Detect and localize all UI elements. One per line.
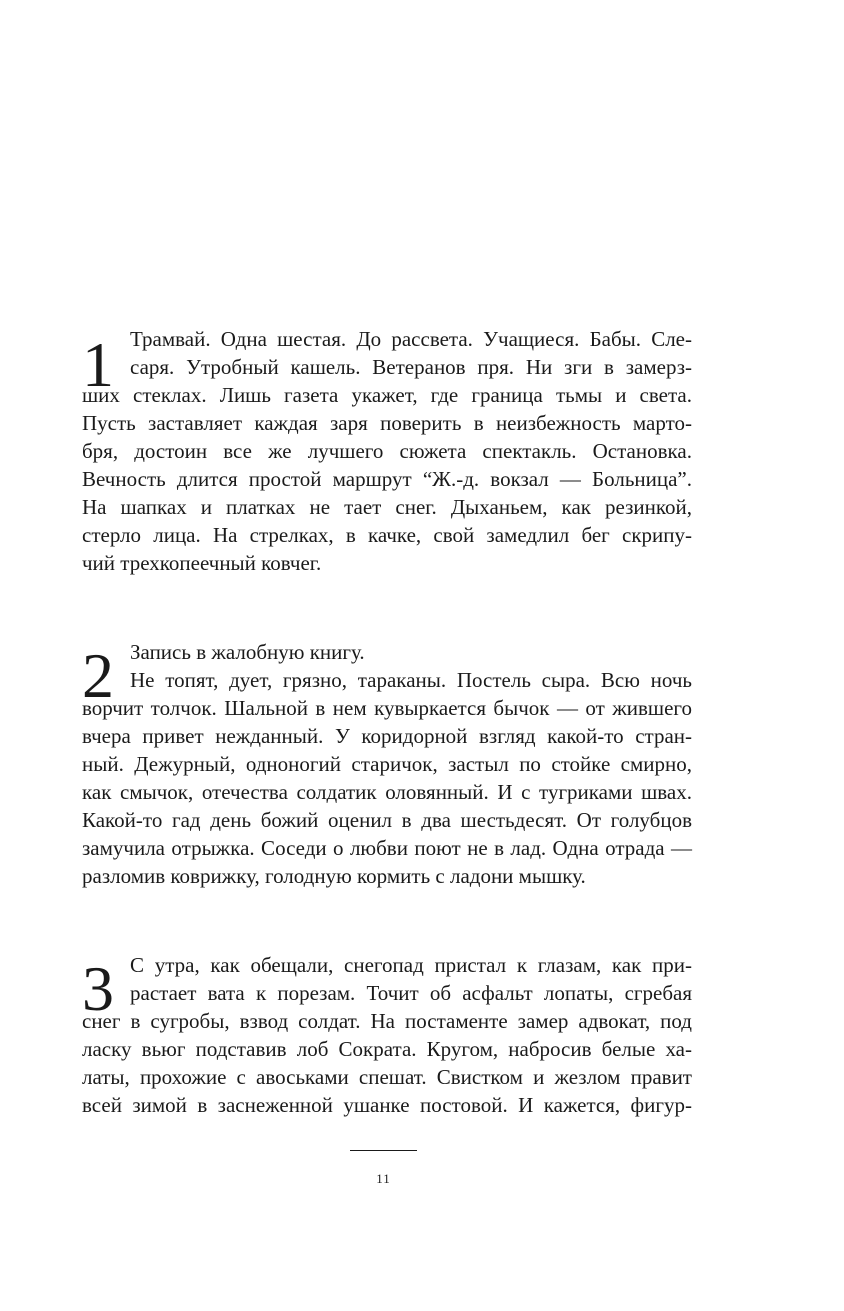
text-line: Вечность длится простой маршрут “Ж.-д. вокзал — Больница”. [82,467,692,491]
text-line: Какой-то гад день божий оценил в два шестьдесят. От голубцов [82,808,692,832]
text-line: Не топят, дует, грязно, тараканы. Постель сыра. Всю ночь [130,668,692,692]
text-line: всей зимой в заснеженной ушанке постовой. И кажется, фигур- [82,1093,692,1117]
text-line: ный. Дежурный, одноногий старичок, застыл по стойке смирно, [82,752,692,776]
text-line: вчера привет нежданный. У коридорной взгляд какой-то стран- [82,724,692,748]
section-number: 2 [82,640,114,711]
text-line: снег в сугробы, взвод солдат. На постаменте замер адвокат, под [82,1009,692,1033]
text-line: разломив коврижку, голодную кормить с ладони мышку. [82,864,586,888]
text-line: стерло лица. На стрелках, в качке, свой замедлил бег скрипу- [82,523,692,547]
text-line: как смычок, отечества солдатик оловянный. И с тугриками швах. [82,780,692,804]
text-line: ших стеклах. Лишь газета укажет, где граница тьмы и света. [82,383,692,407]
text-line: ласку вьюг подставив лоб Сократа. Кругом, набросив белые ха- [82,1037,692,1061]
text-line: латы, прохожие с авоськами спешат. Свистком и жезлом правит [82,1065,692,1089]
text-line: саря. Утробный кашель. Ветеранов пря. Ни зги в замерз- [130,355,692,379]
text-line: Трамвай. Одна шестая. До рассвета. Учащиеся. Бабы. Сле- [130,327,692,351]
text-line: На шапках и платках не тает снег. Дыханьем, как резинкой, [82,495,692,519]
text-line: Пусть заставляет каждая заря поверить в неизбежность марто- [82,411,692,435]
text-line: Запись в жалобную книгу. [130,640,365,664]
text-line: С утра, как обещали, снегопад пристал к глазам, как при- [130,953,692,977]
text-line: замучила отрыжка. Соседи о любви поют не в лад. Одна отрада — [82,836,692,860]
text-line: ворчит толчок. Шальной в нем кувыркается бычок — от жившего [82,696,692,720]
section-number: 1 [82,329,114,400]
section-number: 3 [82,953,114,1024]
text-line: бря, достоин все же лучшего сюжета спектакль. Остановка. [82,439,692,463]
footer-rule [350,1150,417,1151]
text-line: растает вата к порезам. Точит об асфальт лопаты, сгребая [130,981,692,1005]
text-line: чий трехкопеечный ковчег. [82,551,322,575]
page-number: 11 [376,1171,391,1186]
